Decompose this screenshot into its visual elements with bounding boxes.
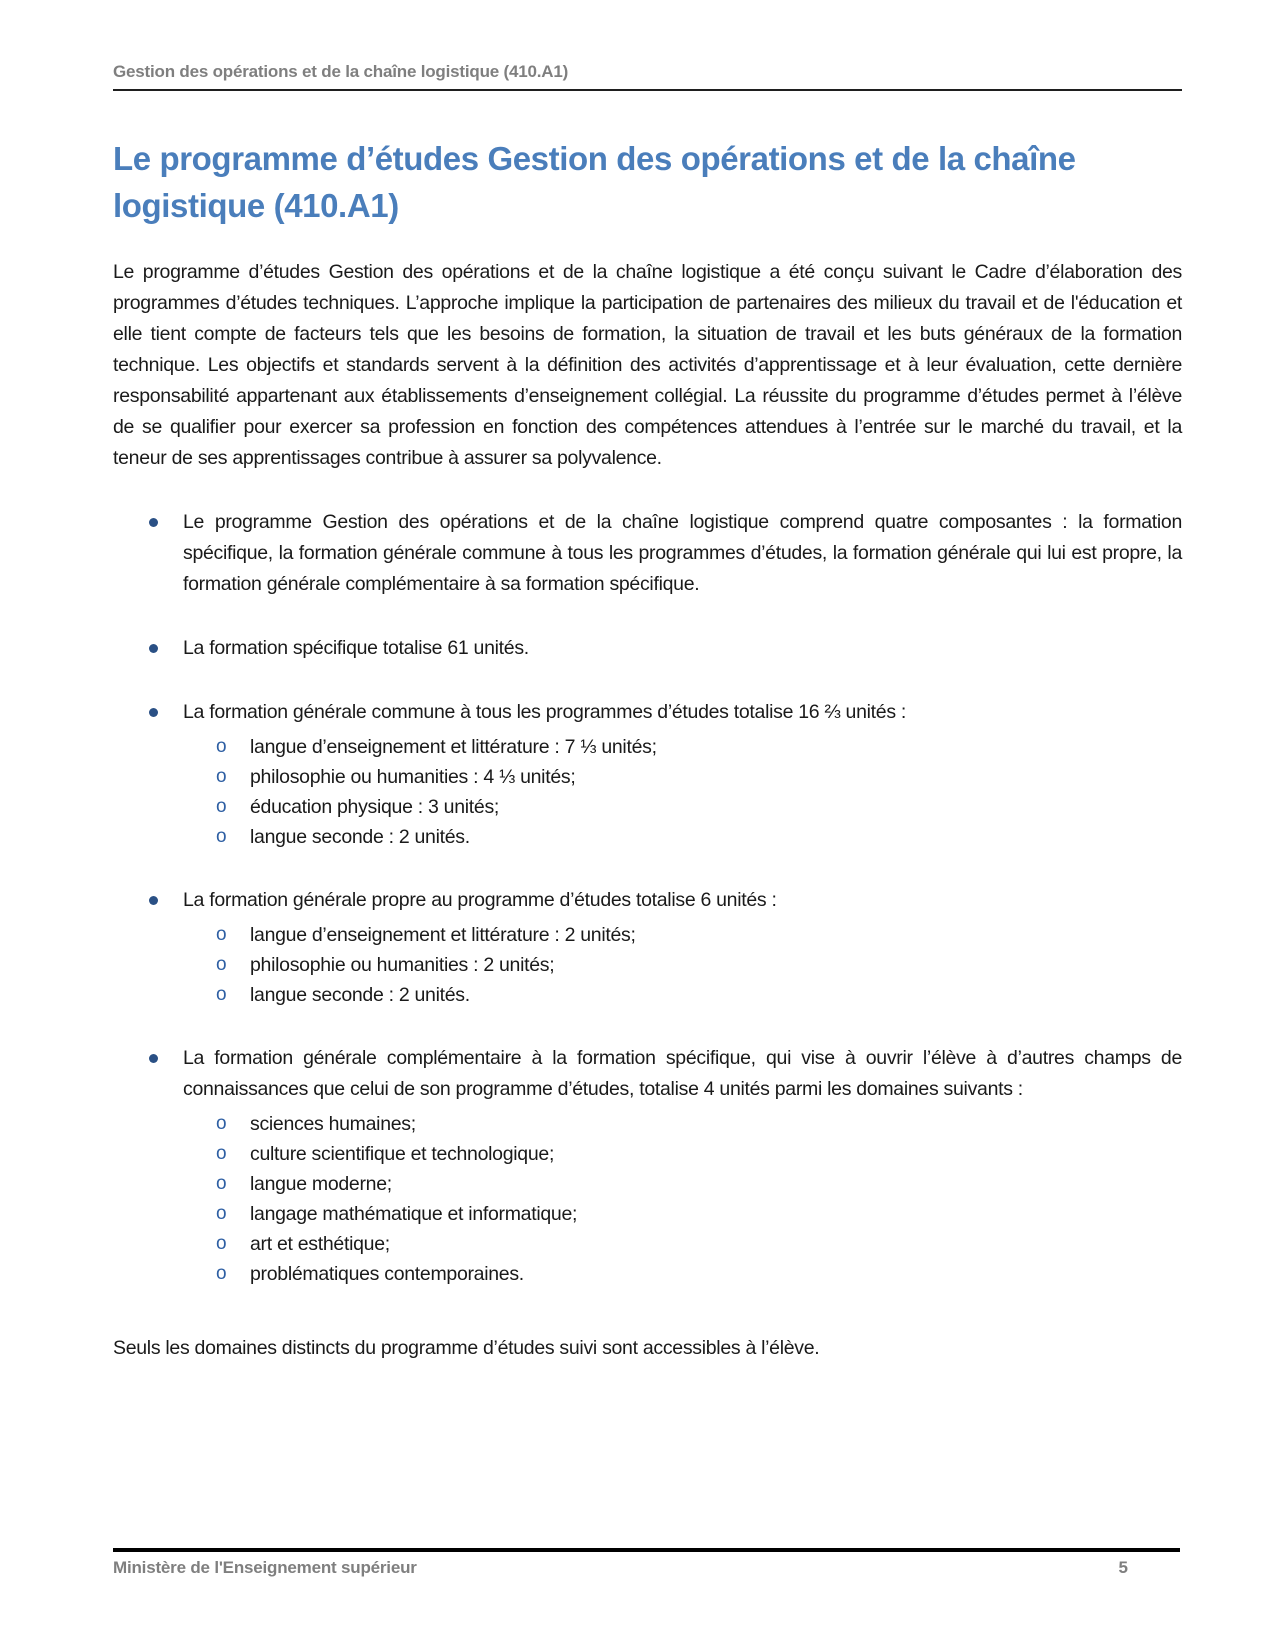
sub-item bbox=[183, 1229, 1182, 1259]
sub-item-text: problématiques contemporaines. bbox=[250, 1263, 524, 1285]
sub-item-text: art et esthétique; bbox=[250, 1233, 390, 1255]
sub-item bbox=[183, 792, 1182, 822]
sub-item-text: philosophie ou humanities : 4 ⅓ unités; bbox=[250, 766, 576, 788]
circle-marker-icon: o bbox=[216, 796, 227, 817]
sub-item bbox=[183, 1139, 1182, 1169]
bullet-text: La formation générale propre au programme d’études totalise 6 unités : bbox=[183, 889, 777, 911]
running-header-title: Gestion des opérations et de la chaîne logistique (410.A1) bbox=[113, 62, 569, 81]
sub-item bbox=[183, 1109, 1182, 1139]
running-header bbox=[113, 0, 1182, 91]
sub-list bbox=[183, 920, 1182, 1010]
bullet-dot-icon bbox=[149, 896, 158, 905]
sub-item-text: sciences humaines; bbox=[250, 1113, 416, 1135]
bullet-dot-icon bbox=[149, 644, 158, 653]
sub-item bbox=[183, 822, 1182, 852]
sub-item-text: langue seconde : 2 unités. bbox=[250, 826, 470, 848]
bullet-list bbox=[113, 507, 1182, 1289]
bullet-dot-icon bbox=[149, 518, 158, 527]
circle-marker-icon: o bbox=[216, 1113, 227, 1134]
bullet-item bbox=[113, 697, 1182, 852]
sub-list bbox=[183, 732, 1182, 852]
sub-item-text: langue d’enseignement et littérature : 2 unités; bbox=[250, 924, 636, 946]
bullet-item bbox=[113, 633, 1182, 664]
bullet-item bbox=[113, 507, 1182, 600]
page-title: Le programme d’études Gestion des opérations et de la chaîne logistique (410.A1) bbox=[113, 140, 1076, 224]
sub-item-text: langue moderne; bbox=[250, 1173, 392, 1195]
page-content bbox=[113, 0, 1182, 1364]
bullet-item bbox=[113, 1043, 1182, 1289]
sub-item-text: langage mathématique et informatique; bbox=[250, 1203, 578, 1225]
sub-item bbox=[183, 732, 1182, 762]
footer-title: Ministère de l'Enseignement supérieur bbox=[113, 1558, 417, 1577]
running-footer bbox=[113, 1548, 1180, 1578]
page-number: 5 bbox=[1118, 1558, 1128, 1577]
circle-marker-icon: o bbox=[216, 924, 227, 945]
circle-marker-icon: o bbox=[216, 766, 227, 787]
sub-item bbox=[183, 1259, 1182, 1289]
sub-item-text: langue d’enseignement et littérature : 7 ⅓ unités; bbox=[250, 736, 657, 758]
circle-marker-icon: o bbox=[216, 1203, 227, 1224]
sub-item-text: éducation physique : 3 unités; bbox=[250, 796, 500, 818]
circle-marker-icon: o bbox=[216, 736, 227, 757]
circle-marker-icon: o bbox=[216, 1233, 227, 1254]
circle-marker-icon: o bbox=[216, 826, 227, 847]
circle-marker-icon: o bbox=[216, 1173, 227, 1194]
intro-paragraph: Le programme d’études Gestion des opérations et de la chaîne logistique a été conçu suivant le Cadre d’élaboration des programmes d’études techniques. L’approche implique la participation de partenaires des milieux du travail et de l'éducation et elle tient compte de facteurs tels que les besoins de formation, la situation de travail et les buts généraux de la formation technique. Les objectifs et standards servent à la définition des activités d’apprentissage et à leur évaluation, cette dernière responsabilité appartenant aux établissements d’enseignement collégial. La réussite du programme d’études permet à l’élève de se qualifier pour exercer sa profession en fonction des compétences attendues à l’entrée sur le marché du travail, et la teneur de ses apprentissages contribue à assurer sa polyvalence. bbox=[113, 261, 1182, 469]
sub-item bbox=[183, 920, 1182, 950]
circle-marker-icon: o bbox=[216, 1263, 227, 1284]
sub-list bbox=[183, 1109, 1182, 1289]
sub-item bbox=[183, 1169, 1182, 1199]
circle-marker-icon: o bbox=[216, 1143, 227, 1164]
bullet-text: La formation générale commune à tous les programmes d’études totalise 16 ⅔ unités : bbox=[183, 701, 907, 723]
sub-item-text: langue seconde : 2 unités. bbox=[250, 984, 470, 1006]
sub-item bbox=[183, 1199, 1182, 1229]
bullet-item bbox=[113, 885, 1182, 1010]
bullet-text: La formation spécifique totalise 61 unités. bbox=[183, 637, 529, 659]
sub-item bbox=[183, 980, 1182, 1010]
sub-item bbox=[183, 950, 1182, 980]
bullet-dot-icon bbox=[149, 1054, 158, 1063]
closing-paragraph: Seuls les domaines distincts du programme d’études suivi sont accessibles à l’élève. bbox=[113, 1337, 820, 1359]
bullet-text: La formation générale complémentaire à la formation spécifique, qui vise à ouvrir l’élève à d’autres champs de connaissances que celui de son programme d’études, totalise 4 unités parmi les domaines suivants : bbox=[183, 1047, 1182, 1100]
sub-item bbox=[183, 762, 1182, 792]
bullet-text: Le programme Gestion des opérations et de la chaîne logistique comprend quatre composantes : la formation spécifique, la formation générale commune à tous les programmes d’études, la formation générale qui lui est propre, la formation générale complémentaire à sa formation spécifique. bbox=[183, 511, 1182, 595]
bullet-dot-icon bbox=[149, 708, 158, 717]
sub-item-text: culture scientifique et technologique; bbox=[250, 1143, 555, 1165]
circle-marker-icon: o bbox=[216, 954, 227, 975]
sub-item-text: philosophie ou humanities : 2 unités; bbox=[250, 954, 555, 976]
circle-marker-icon: o bbox=[216, 984, 227, 1005]
